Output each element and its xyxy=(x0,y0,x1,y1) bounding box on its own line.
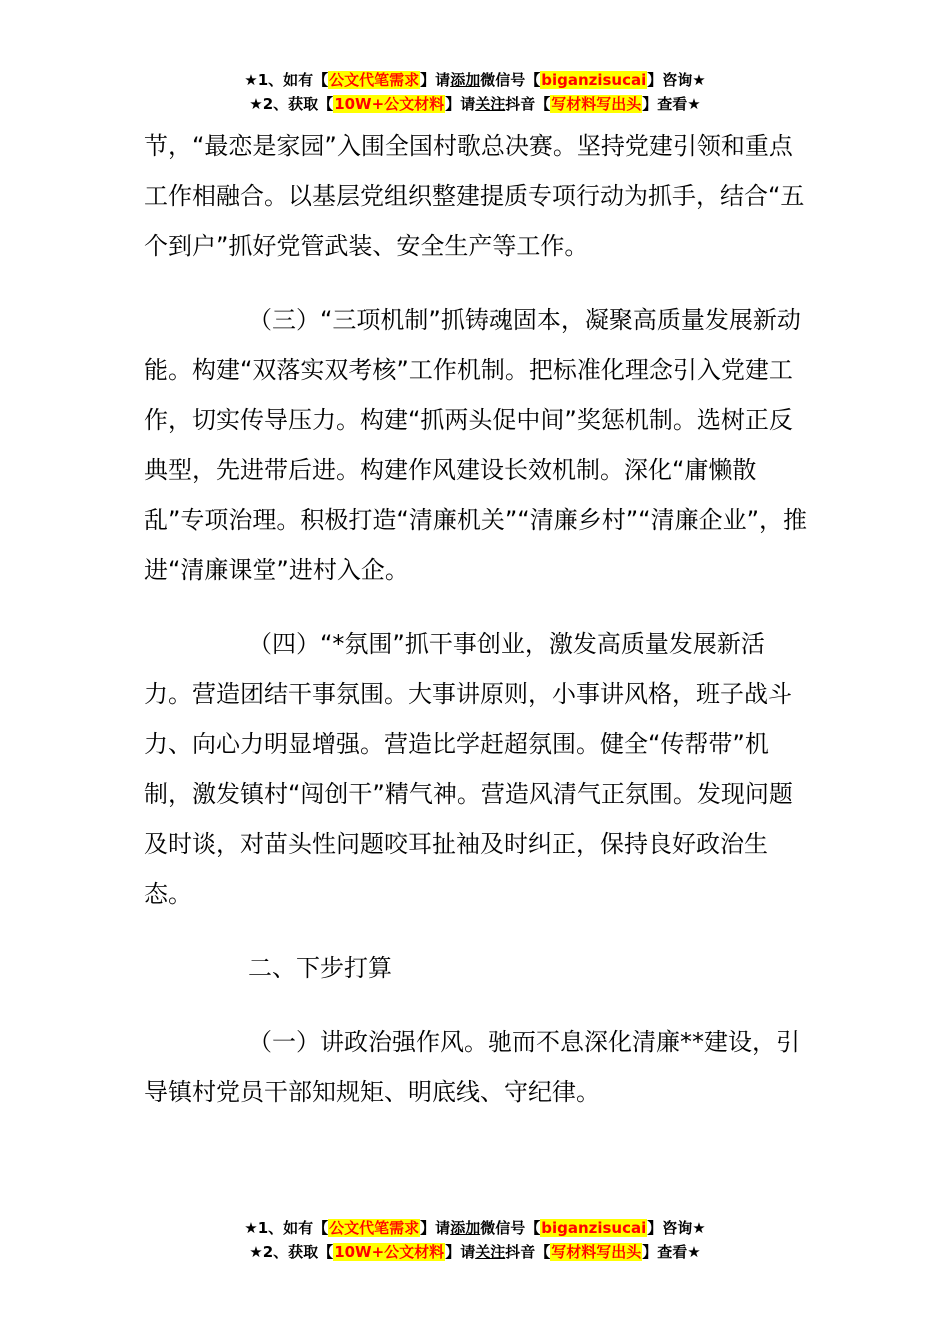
banner-text: 】请 xyxy=(445,1243,476,1261)
banner-underlined: 关注 xyxy=(475,95,506,113)
banner-highlight: 10W+公文材料 xyxy=(334,1243,445,1261)
banner-line-1 xyxy=(0,1216,950,1240)
banner-highlight: biganzisucai xyxy=(541,1219,647,1237)
banner-text: ★2、获取【 xyxy=(249,95,334,113)
paragraph-atmosphere: （四）“*氛围”抓干事创业，激发高质量发展新活力。营造团结干事氛围。大事讲原则，小事讲风格，班子战斗力、向心力明显增强。营造比学赶超氛围。健全“传帮带”机制，激发镇村“闯创干”精气神。营造风清气正氛围。发现问题及时谈，对苗头性问题咬耳扯袖及时纠正，保持良好政治生态。 xyxy=(144,630,793,908)
banner-text: 】请 xyxy=(445,95,476,113)
document-body xyxy=(144,121,808,1117)
paragraph-continuation: 节，“最恋是家园”入围全国村歌总决赛。坚持党建引领和重点工作相融合。以基层党组织整建提质专项行动为抓手，结合“五个到户”抓好党管武装、安全生产等工作。 xyxy=(144,132,805,260)
banner-text: 】请 xyxy=(420,1219,451,1237)
footer-banner xyxy=(0,1216,950,1264)
banner-underlined: 添加 xyxy=(450,1219,481,1237)
banner-highlight: 公文代笔需求 xyxy=(329,1219,420,1237)
banner-text: 微信号【 xyxy=(480,71,541,89)
paragraph-three-mechanisms: （三）“三项机制”抓铸魂固本，凝聚高质量发展新动能。构建“双落实双考核”工作机制。把标准化理念引入党建工作，切实传导压力。构建“抓两头促中间”奖惩机制。选树正反典型，先进带后进。构建作风建设长效机制。深化“庸懒散乱”专项治理。积极打造“清廉机关”“清廉乡村”“清廉企业”，推进“清廉课堂”进村入企。 xyxy=(144,306,808,584)
banner-text: 抖音【 xyxy=(505,1243,551,1261)
banner-text: ★1、如有【 xyxy=(244,71,329,89)
banner-line-2 xyxy=(0,1240,950,1264)
paragraph-politics-style: （一）讲政治强作风。驰而不息深化清廉**建设，引导镇村党员干部知规矩、明底线、守纪律。 xyxy=(144,1028,800,1106)
banner-highlight: 写材料写出头 xyxy=(551,1243,642,1261)
banner-text: 】查看★ xyxy=(642,95,701,113)
banner-text: 】请 xyxy=(420,71,451,89)
banner-text: 微信号【 xyxy=(480,1219,541,1237)
banner-highlight: 10W+公文材料 xyxy=(334,95,445,113)
banner-text: 】查看★ xyxy=(642,1243,701,1261)
banner-highlight: 公文代笔需求 xyxy=(329,71,420,89)
header-banner xyxy=(0,68,950,116)
banner-underlined: 关注 xyxy=(475,1243,506,1261)
banner-underlined: 添加 xyxy=(450,71,481,89)
section-heading-next-steps: 二、下步打算 xyxy=(248,954,392,982)
banner-text: 抖音【 xyxy=(505,95,551,113)
banner-text: 】咨询★ xyxy=(647,71,706,89)
banner-highlight: 写材料写出头 xyxy=(551,95,642,113)
banner-line-2 xyxy=(0,92,950,116)
banner-line-1 xyxy=(0,68,950,92)
banner-text: ★1、如有【 xyxy=(244,1219,329,1237)
banner-text: ★2、获取【 xyxy=(249,1243,334,1261)
banner-highlight: biganzisucai xyxy=(541,71,647,89)
banner-text: 】咨询★ xyxy=(647,1219,706,1237)
